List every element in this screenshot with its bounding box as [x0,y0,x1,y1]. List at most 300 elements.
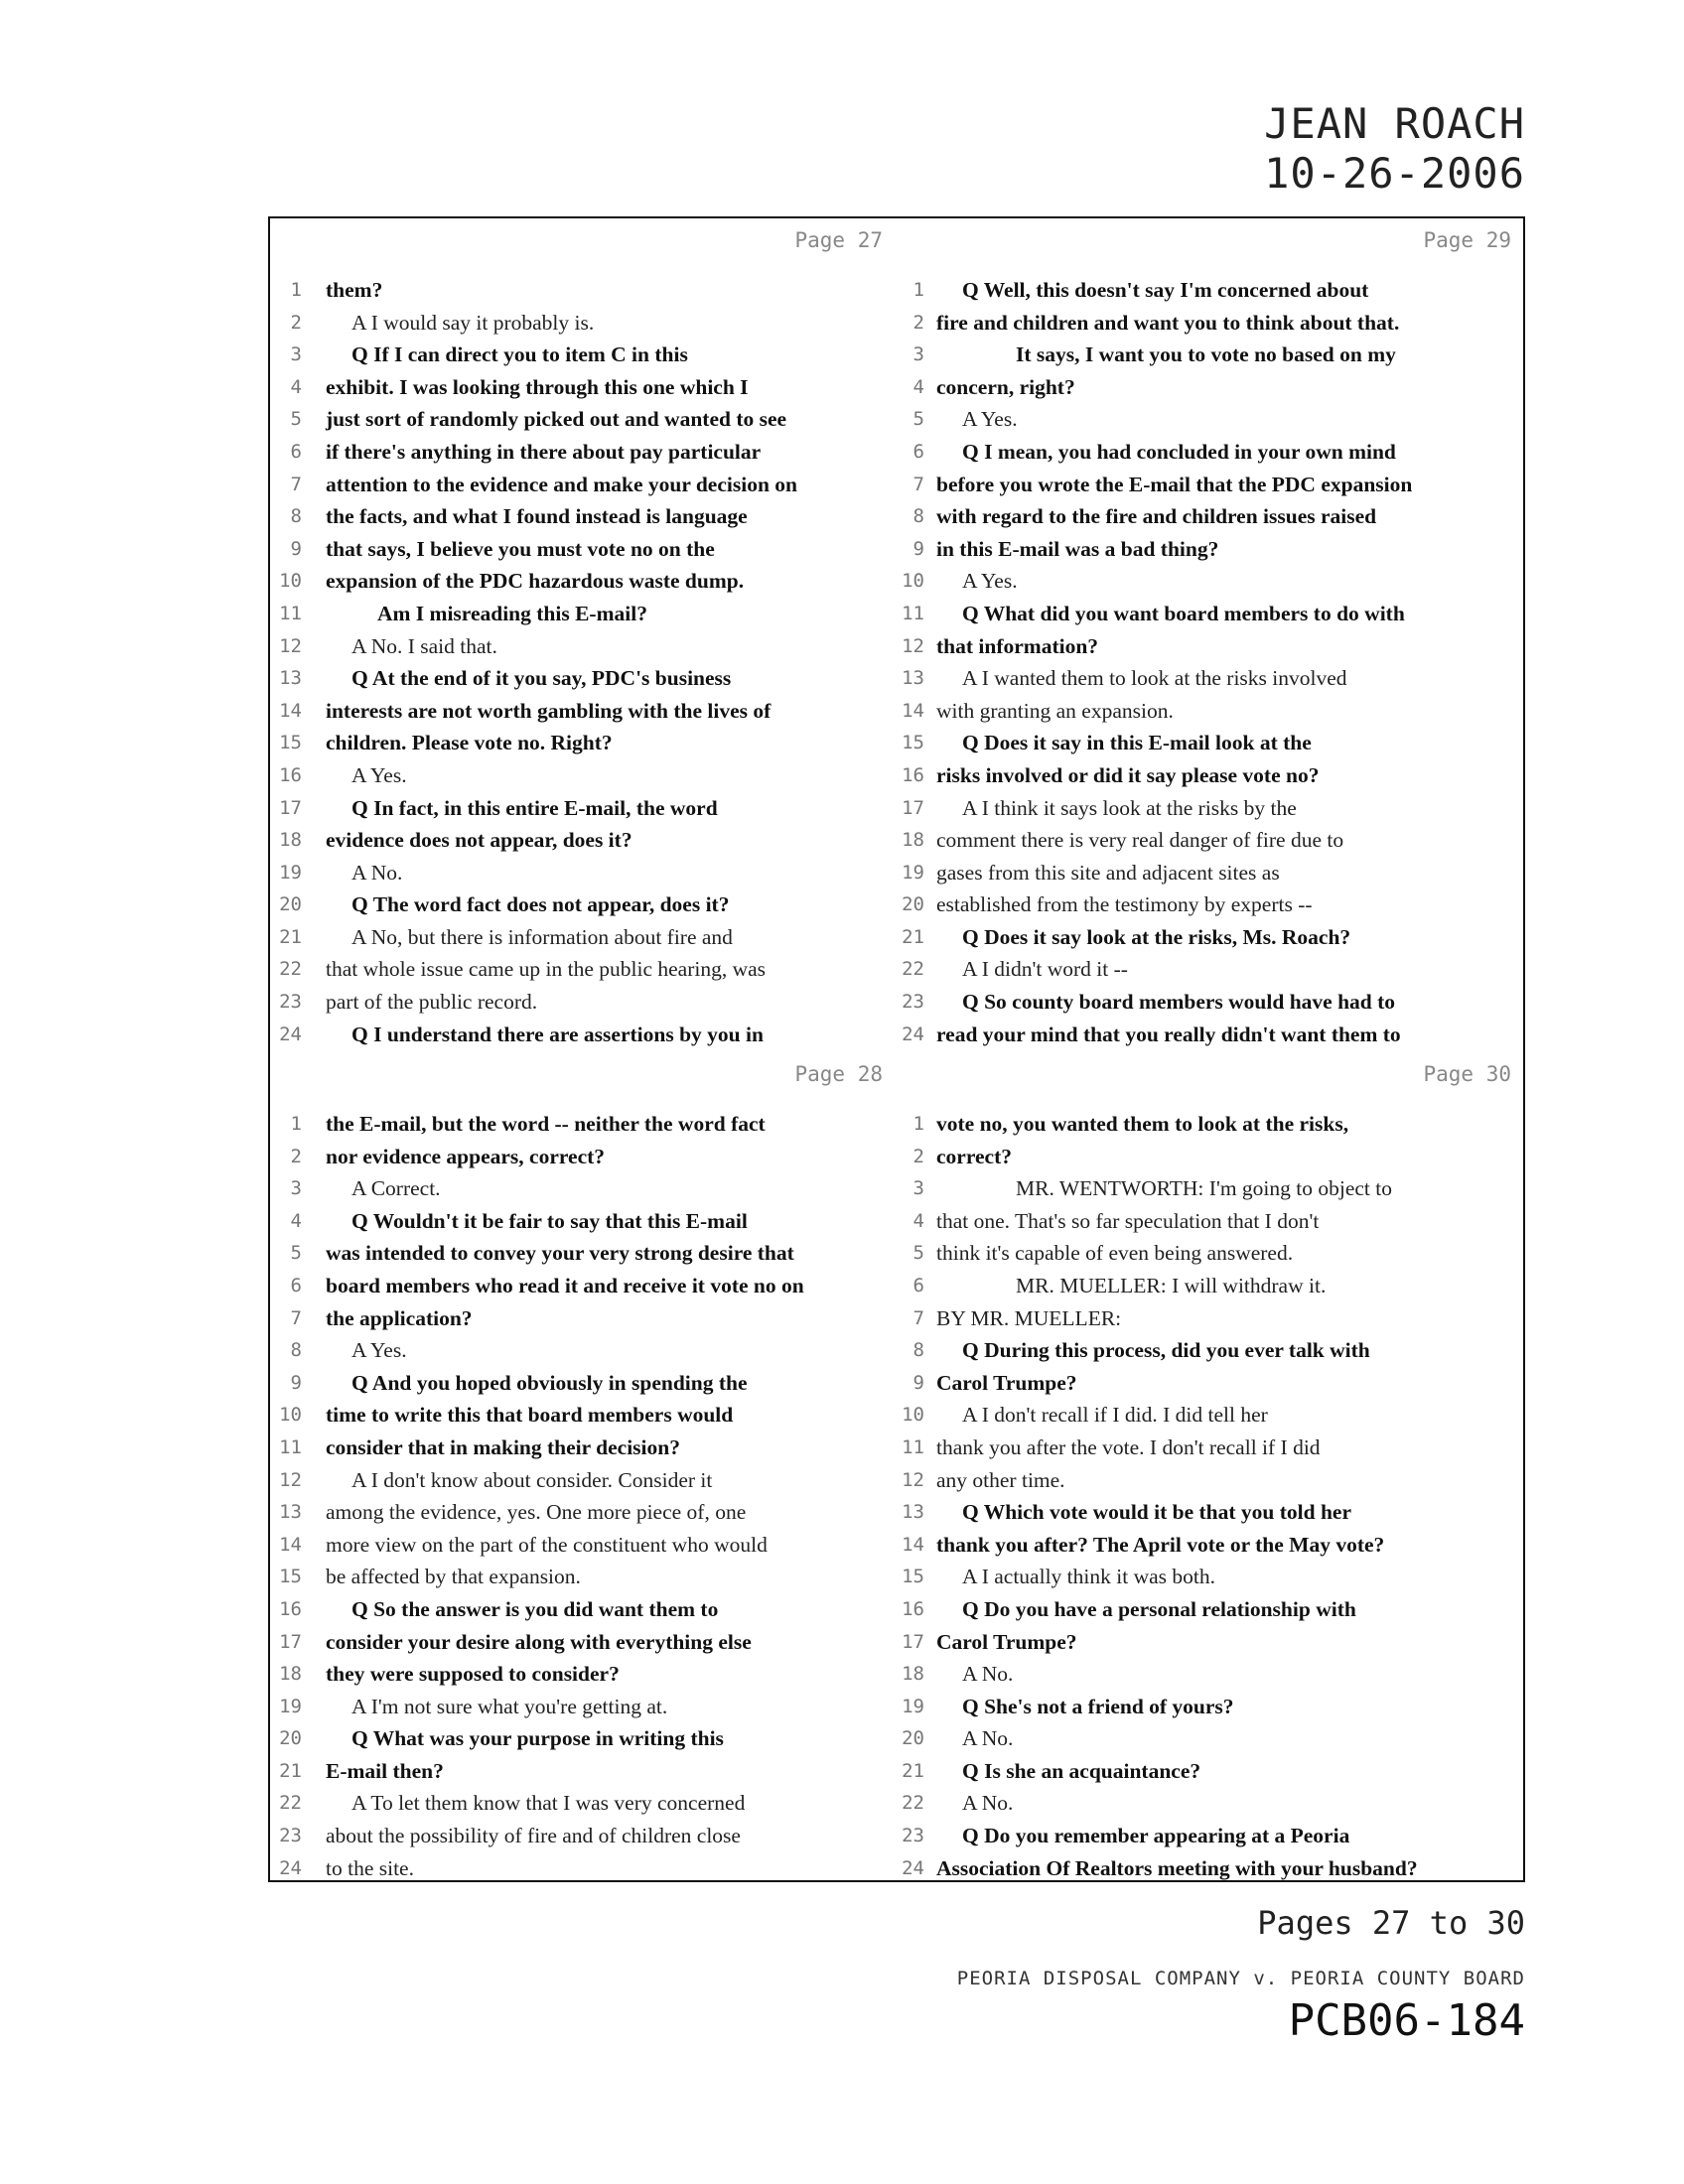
line-number: 22 [279,1792,302,1815]
transcript-line [270,857,897,889]
line-number: 2 [912,311,924,334]
line-number: 2 [912,1145,924,1167]
line-text: Q Is she an acquaintance? [962,1758,1201,1783]
transcript-line [899,1561,1525,1593]
line-number: 17 [902,796,924,819]
transcript-line [899,1237,1525,1270]
transcript-line [899,1820,1525,1852]
transcript-lines [899,274,1525,1050]
line-number: 18 [279,829,302,852]
transcript-line [270,1691,897,1723]
line-text: A I would say it probably is. [351,310,595,335]
line-number: 12 [279,1468,302,1491]
transcript-line [899,1399,1525,1432]
transcript-line [899,759,1525,792]
line-number: 17 [902,1630,924,1653]
line-number: 9 [290,1371,302,1394]
line-text: Q Well, this doesn't say I'm concerned about [962,278,1369,302]
transcript-line [270,533,897,566]
line-number: 15 [902,732,924,754]
line-number: 14 [279,1533,302,1556]
line-number: 11 [279,602,302,624]
transcript-line [270,598,897,630]
transcript-line [270,1237,897,1270]
line-text: Q Wouldn't it be fair to say that this E-mail [351,1208,748,1233]
line-number: 4 [912,375,924,398]
line-text: Q What did you want board members to do with [962,601,1405,625]
transcript-line [899,857,1525,889]
line-text: A I think it says look at the risks by the [962,795,1297,820]
transcript-line [899,792,1525,825]
transcript-line [270,1367,897,1400]
line-number: 3 [290,343,302,366]
line-text: thank you after the vote. I don't recall if I did [936,1434,1321,1459]
transcript-line [270,727,897,759]
transcript-line [899,1367,1525,1400]
transcript-line [899,307,1525,340]
line-text: them? [326,278,383,302]
page-number: Page 27 [794,228,883,252]
line-text: Q Does it say in this E-mail look at the [962,731,1312,755]
line-text: read your mind that you really didn't want them to [936,1022,1401,1046]
line-text: before you wrote the E-mail that the PDC expansion [936,472,1413,496]
line-number: 7 [290,1306,302,1329]
line-text: more view on the part of the constituent who would [326,1532,768,1557]
transcript-line [270,403,897,436]
line-number: 1 [290,1113,302,1135]
line-text: E-mail then? [326,1758,444,1783]
transcript-page-27 [270,218,897,1049]
line-number: 5 [290,408,302,431]
transcript-frame [268,216,1525,1882]
line-text: be affected by that expansion. [326,1565,581,1589]
transcript-line [270,1172,897,1205]
line-number: 9 [912,537,924,560]
transcript-line [270,986,897,1019]
line-number: 17 [279,796,302,819]
line-number: 8 [912,505,924,528]
transcript-line [270,1334,897,1367]
transcript-line [270,921,897,954]
line-text: A I actually think it was both. [962,1565,1215,1589]
line-number: 5 [912,408,924,431]
line-text: A I don't know about consider. Consider it [351,1467,713,1492]
line-number: 16 [279,763,302,786]
line-text: consider that in making their decision? [326,1434,680,1459]
line-text: risks involved or did it say please vote no? [936,762,1320,787]
line-number: 13 [902,1501,924,1524]
transcript-line [899,1108,1525,1141]
line-number: 8 [290,505,302,528]
line-number: 20 [279,893,302,916]
line-text: children. Please vote no. Right? [326,731,613,755]
line-number: 12 [279,634,302,657]
transcript-line [270,469,897,501]
line-text: that whole issue came up in the public hearing, was [326,957,767,982]
transcript-line [899,1658,1525,1691]
line-number: 21 [902,1759,924,1782]
line-text: thank you after? The April vote or the May vote? [936,1532,1385,1557]
docket-number: PCB06-184 [1288,1995,1525,2046]
line-number: 16 [902,763,924,786]
line-text: Q Which vote would it be that you told her [962,1500,1352,1525]
transcript-line [270,888,897,921]
line-number: 8 [290,1339,302,1362]
line-text: A I don't recall if I did. I did tell her [962,1403,1268,1428]
line-text: with granting an expansion. [936,698,1174,723]
line-number: 10 [279,1404,302,1427]
line-number: 14 [902,699,924,722]
transcript-line [270,1270,897,1302]
line-number: 9 [912,1371,924,1394]
line-text: the E-mail, but the word -- neither the word fact [326,1112,766,1136]
transcript-line [899,436,1525,469]
transcript-line [270,1432,897,1464]
line-number: 4 [290,375,302,398]
line-text: established from the testimony by experts -- [936,892,1313,917]
line-text: that one. That's so far speculation that I don't [936,1208,1320,1233]
transcript-lines [899,1108,1525,1884]
line-number: 7 [290,473,302,495]
line-number: 10 [279,570,302,593]
transcript-page-29 [899,218,1525,1049]
line-number: 23 [279,991,302,1014]
line-text: Q The word fact does not appear, does it? [351,892,730,917]
line-text: gases from this site and adjacent sites as [936,860,1280,885]
transcript-line [899,1691,1525,1723]
line-text: Q In fact, in this entire E-mail, the word [351,795,718,820]
line-text: A No. I said that. [351,633,497,658]
line-number: 18 [902,1663,924,1686]
line-text: A Correct. [351,1176,441,1201]
line-number: 18 [902,829,924,852]
transcript-line [899,727,1525,759]
line-text: A I wanted them to look at the risks involved [962,666,1347,691]
line-number: 22 [902,958,924,981]
line-text: attention to the evidence and make your decision on [326,472,797,496]
line-number: 20 [902,893,924,916]
transcript-line [899,1334,1525,1367]
witness-name: JEAN ROACH [1264,99,1525,148]
transcript-line [270,1464,897,1497]
line-number: 7 [912,473,924,495]
line-text: A No. [962,1662,1014,1687]
transcript-line [899,1496,1525,1529]
line-text: correct? [936,1144,1012,1168]
transcript-line [899,533,1525,566]
line-text: Q During this process, did you ever talk with [962,1338,1370,1363]
transcript-line [899,1593,1525,1626]
line-number: 4 [912,1209,924,1232]
line-number: 13 [279,667,302,690]
line-text: about the possibility of fire and of children close [326,1824,741,1848]
line-text: consider your desire along with everything else [326,1629,752,1654]
page-range: Pages 27 to 30 [1257,1904,1525,1942]
transcript-line [270,1852,897,1885]
line-text: Q What was your purpose in writing this [351,1726,724,1751]
transcript-line [270,436,897,469]
transcript-line [270,1658,897,1691]
line-number: 10 [902,1404,924,1427]
line-number: 6 [290,1274,302,1297]
line-text: that says, I believe you must vote no on the [326,536,715,561]
line-number: 9 [290,537,302,560]
line-text: they were supposed to consider? [326,1662,620,1687]
line-text: any other time. [936,1467,1065,1492]
line-number: 22 [279,958,302,981]
line-number: 5 [912,1242,924,1265]
line-text: think it's capable of even being answered. [936,1241,1294,1266]
line-text: was intended to convey your very strong desire that [326,1241,794,1266]
line-number: 19 [279,1695,302,1717]
line-number: 24 [279,1023,302,1045]
line-number: 23 [902,991,924,1014]
line-text: A Yes. [351,762,407,787]
line-number: 11 [902,602,924,624]
line-text: board members who read it and receive it vote no on [326,1273,804,1297]
transcript-lines [270,274,897,1050]
line-number: 23 [279,1825,302,1847]
transcript-line [899,1722,1525,1755]
transcript-line [270,662,897,695]
line-number: 3 [912,1177,924,1200]
line-text: A I didn't word it -- [962,957,1128,982]
transcript-line [899,888,1525,921]
page-number: Page 29 [1423,228,1511,252]
line-number: 6 [912,440,924,463]
transcript-line [270,1529,897,1562]
line-text: Carol Trumpe? [936,1370,1077,1395]
line-number: 14 [279,699,302,722]
line-text: Q At the end of it you say, PDC's business [351,666,732,691]
transcript-line [270,339,897,371]
transcript-line [270,1399,897,1432]
line-text: exhibit. I was looking through this one which I [326,374,749,399]
transcript-line [270,695,897,728]
line-text: Q If I can direct you to item C in this [351,342,688,367]
line-text: A Yes. [351,1338,407,1363]
deposition-date: 10-26-2006 [1264,149,1525,198]
transcript-line [270,1302,897,1335]
transcript-line [270,274,897,307]
transcript-line [270,1626,897,1659]
transcript-line [899,824,1525,857]
line-text: Association Of Realtors meeting with your husband? [936,1855,1418,1880]
transcript-line [899,1464,1525,1497]
line-number: 16 [279,1597,302,1620]
line-number: 3 [290,1177,302,1200]
line-number: 12 [902,1468,924,1491]
line-number: 16 [902,1597,924,1620]
transcript-line [899,500,1525,533]
transcript-line [899,1270,1525,1302]
transcript-line [899,565,1525,598]
line-number: 24 [279,1856,302,1879]
line-text: among the evidence, yes. One more piece of, one [326,1500,747,1525]
line-text: evidence does not appear, does it? [326,828,632,853]
line-number: 18 [279,1663,302,1686]
line-text: the facts, and what I found instead is language [326,504,748,529]
transcript-line [899,1432,1525,1464]
line-text: A No. [962,1726,1014,1751]
transcript-line [899,371,1525,404]
transcript-line [899,1141,1525,1173]
line-text: nor evidence appears, correct? [326,1144,606,1168]
line-number: 7 [912,1306,924,1329]
line-number: 23 [902,1825,924,1847]
transcript-line [270,953,897,986]
line-text: the application? [326,1305,473,1330]
transcript-line [270,1561,897,1593]
transcript-line [899,1626,1525,1659]
line-text: Carol Trumpe? [936,1629,1077,1654]
line-number: 15 [902,1566,924,1588]
line-number: 1 [912,279,924,301]
line-text: Q So the answer is you did want them to [351,1596,719,1621]
line-text: Q Do you have a personal relationship with [962,1596,1356,1621]
line-text: vote no, you wanted them to look at the risks, [936,1112,1349,1136]
transcript-line [899,630,1525,663]
transcript-line [270,1787,897,1820]
line-number: 21 [279,1759,302,1782]
transcript-lines [270,1108,897,1884]
line-number: 15 [279,1566,302,1588]
transcript-line [270,1593,897,1626]
transcript-line [270,1820,897,1852]
line-text: A Yes. [962,569,1018,594]
transcript-line [899,1787,1525,1820]
transcript-line [899,403,1525,436]
transcript-line [899,1755,1525,1788]
line-number: 13 [279,1501,302,1524]
transcript-line [899,921,1525,954]
line-text: A I'm not sure what you're getting at. [351,1694,668,1718]
transcript-page-28 [270,1052,897,1883]
line-text: just sort of randomly picked out and wanted to see [326,407,787,432]
line-number: 4 [290,1209,302,1232]
line-text: MR. MUELLER: I will withdraw it. [1016,1273,1327,1297]
line-number: 14 [902,1533,924,1556]
transcript-line [270,630,897,663]
transcript-line [270,1755,897,1788]
line-text: Q So county board members would have had to [962,990,1396,1015]
line-text: comment there is very real danger of fire due to [936,828,1344,853]
line-number: 2 [290,311,302,334]
transcript-line [899,1302,1525,1335]
line-number: 24 [902,1856,924,1879]
line-number: 6 [912,1274,924,1297]
line-number: 1 [912,1113,924,1135]
line-number: 11 [279,1435,302,1458]
page-number: Page 30 [1423,1062,1511,1086]
line-text: to the site. [326,1855,414,1880]
line-text: A To let them know that I was very concerned [351,1791,746,1816]
line-text: with regard to the fire and children issues raised [936,504,1377,529]
transcript-line [270,1205,897,1238]
line-number: 21 [279,925,302,948]
transcript-line [899,986,1525,1019]
transcript-line [270,1141,897,1173]
line-text: expansion of the PDC hazardous waste dump. [326,569,745,594]
line-number: 15 [279,732,302,754]
transcript-line [270,1019,897,1051]
line-text: interests are not worth gambling with the lives of [326,698,772,723]
line-text: A No. [962,1791,1014,1816]
transcript-line [899,1172,1525,1205]
line-text: Am I misreading this E-mail? [377,601,647,625]
line-number: 21 [902,925,924,948]
line-number: 20 [902,1727,924,1750]
transcript-line [899,662,1525,695]
line-text: Q Does it say look at the risks, Ms. Roach? [962,924,1351,949]
transcript-line [270,371,897,404]
line-text: in this E-mail was a bad thing? [936,536,1219,561]
line-number: 6 [290,440,302,463]
line-text: Q I understand there are assertions by you in [351,1022,764,1046]
line-number: 24 [902,1023,924,1045]
line-text: Q And you hoped obviously in spending the [351,1370,748,1395]
transcript-line [899,469,1525,501]
line-text: Q I mean, you had concluded in your own mind [962,439,1396,464]
line-text: that information? [936,633,1099,658]
transcript-line [270,792,897,825]
transcript-line [270,1722,897,1755]
line-number: 13 [902,667,924,690]
line-text: A No, but there is information about fire and [351,924,733,949]
transcript-line [899,339,1525,371]
transcript-line [899,274,1525,307]
line-text: time to write this that board members would [326,1403,734,1428]
line-number: 8 [912,1339,924,1362]
transcript-line [899,1529,1525,1562]
transcript-line [270,565,897,598]
line-number: 10 [902,570,924,593]
line-number: 3 [912,343,924,366]
line-number: 2 [290,1145,302,1167]
page-number: Page 28 [794,1062,883,1086]
line-number: 22 [902,1792,924,1815]
line-text: concern, right? [936,374,1075,399]
line-number: 5 [290,1242,302,1265]
transcript-line [899,598,1525,630]
line-text: It says, I want you to vote no based on my [1016,342,1396,367]
line-text: fire and children and want you to think about that. [936,310,1400,335]
line-text: A No. [351,860,403,885]
line-number: 12 [902,634,924,657]
line-number: 19 [902,861,924,884]
line-number: 1 [290,279,302,301]
line-text: if there's anything in there about pay particular [326,439,762,464]
line-text: Q She's not a friend of yours? [962,1694,1234,1718]
line-number: 20 [279,1727,302,1750]
line-number: 19 [902,1695,924,1717]
line-number: 19 [279,861,302,884]
transcript-line [899,1205,1525,1238]
line-text: A Yes. [962,407,1018,432]
transcript-line [899,953,1525,986]
transcript-line [270,1496,897,1529]
line-text: MR. WENTWORTH: I'm going to object to [1016,1176,1392,1201]
line-text: part of the public record. [326,990,538,1015]
transcript-line [270,1108,897,1141]
line-number: 17 [279,1630,302,1653]
transcript-line [270,307,897,340]
transcript-line [270,759,897,792]
case-caption: PEORIA DISPOSAL COMPANY v. PEORIA COUNTY BOARD [956,1968,1525,1989]
line-number: 11 [902,1435,924,1458]
transcript-line [270,824,897,857]
line-text: BY MR. MUELLER: [936,1305,1122,1330]
